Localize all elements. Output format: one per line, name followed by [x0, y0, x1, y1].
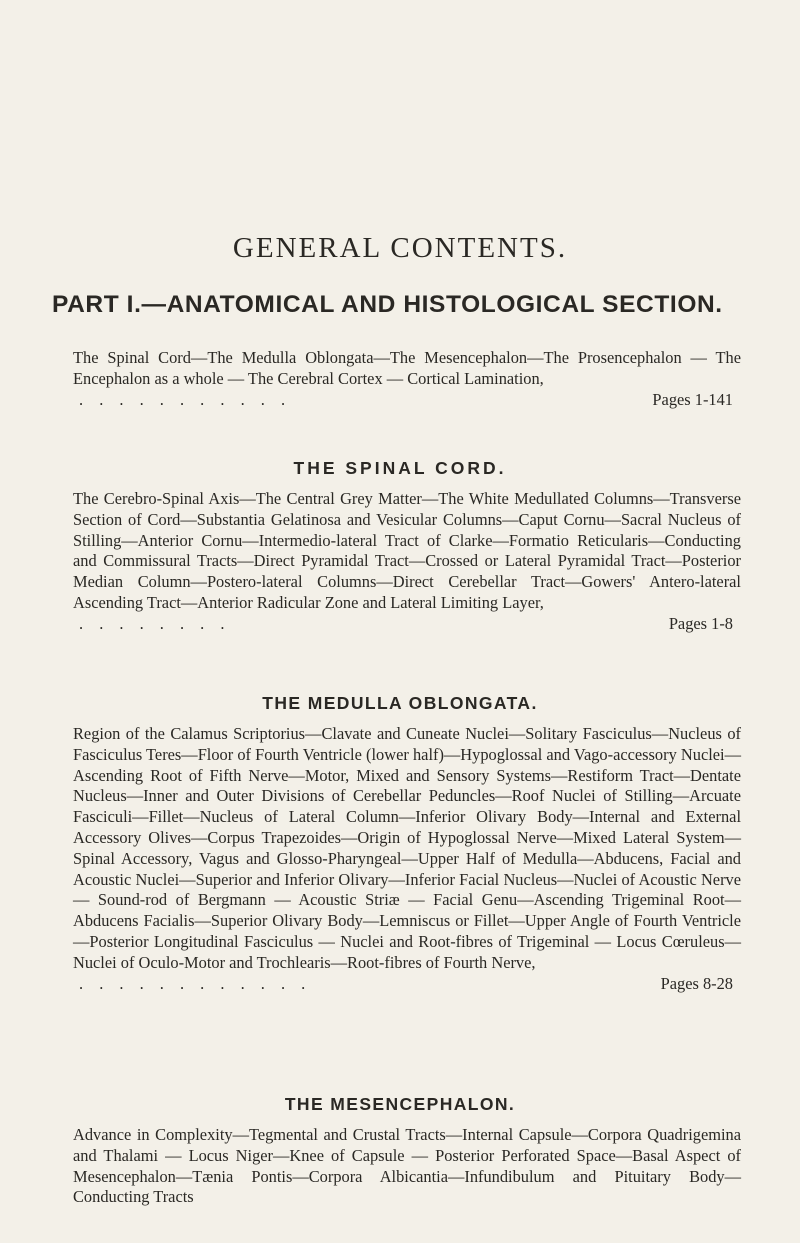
page-title: GENERAL CONTENTS.: [232, 232, 568, 264]
section-text: Region of the Calamus Scriptorius—Clavate and Cuneate Nuclei—Solitary Fasciculus—Nucleus of Fasciculus Teres—Floor of Fourth Ventricle (lower half)—Hypoglossal and Vago-accessory Nuclei—Ascending Root of Fifth Nerve—Motor, Mixed and Sensory Systems—Restiform Tract—Dentate Nucleus—Inner and Outer Divisions of Cerebellar Peduncles—Roof Nuclei of Stilling—Arcuate Fasciculi—Fillet—Nucleus of Lateral Column—Inferior Olivary Body—Internal and External Accessory Olives—Corpus Trapezoides—Origin of Hypoglossal Nerve—Mixed Lateral System—Spinal Accessory, Vagus and Glosso-Pharyngeal—Upper Half of Medulla—Abducens, Facial and Acoustic Nuclei—Superior and Inferior Olivary—Inferior Facial Nucleus—Nuclei of Acoustic Nerve — Sound-rod of Bergmann — Acoustic Striæ — Facial Genu—Ascending Trigeminal Root—Abducens Facialis—Superior Olivary Body—Lemniscus or Fillet—Upper Angle of Fourth Ventricle—Posterior Longitudinal Fasciculus — Nuclei and Root-fibres of Trigeminal — Locus Cœruleus—Nuclei of Oculo-Motor and Trochlearis—Root-fibres of Fourth Nerve,: [73, 724, 741, 972]
part-intro-text: The Spinal Cord—The Medulla Oblongata—The Mesencephalon—The Prosencephalon — The Encephalon as a whole — The Cerebral Cortex — Cortical Lamination,: [73, 348, 741, 388]
section-pages-line: [73, 614, 741, 635]
page-range: Pages 1-8: [668, 613, 733, 633]
section-pages-line: [73, 974, 741, 995]
part-intro-paragraph: [73, 348, 741, 410]
section-paragraph-mesencephalon: [73, 1125, 741, 1208]
section-paragraph-medulla-oblongata: [73, 724, 741, 994]
leader-dots: . . . . . . . . . . . .: [79, 973, 312, 993]
part-title: PART I.—ANATOMICAL AND HISTOLOGICAL SECTION.: [52, 291, 723, 318]
leader-dots: . . . . . . . . . . .: [79, 389, 292, 409]
section-heading-medulla-oblongata: THE MEDULLA OBLONGATA.: [262, 693, 538, 713]
part-intro-pages-line: [73, 390, 741, 411]
section-heading-mesencephalon: THE MESENCEPHALON.: [284, 1094, 516, 1114]
page-range: Pages 1-141: [652, 389, 733, 409]
leader-dots: . . . . . . . .: [79, 613, 231, 633]
section-heading-spinal-cord: THE SPINAL CORD.: [293, 458, 507, 478]
section-text: Advance in Complexity—Tegmental and Crustal Tracts—Internal Capsule—Corpora Quadrigemina and Thalami — Locus Niger—Knee of Capsule — Posterior Perforated Space—Basal Aspect of Mesencephalon—Tænia Pontis—Corpora Albicantia—Infundibulum and Pituitary Body—Conducting Tracts: [73, 1125, 741, 1207]
section-paragraph-spinal-cord: [73, 489, 741, 635]
section-text: The Cerebro-Spinal Axis—The Central Grey Matter—The White Medullated Columns—Transverse Section of Cord—Substantia Gelatinosa and Vesicular Columns—Caput Cornu—Sacral Nucleus of Stilling—Anterior Cornu—Intermedio-lateral Tract of Clarke—Formatio Reticularis—Conducting and Commissural Tracts—Direct Pyramidal Tract—Crossed or Lateral Pyramidal Tract—Posterior Median Column—Postero-lateral Columns—Direct Cerebellar Tract—Gowers' Antero-lateral Ascending Tract—Anterior Radicular Zone and Lateral Limiting Layer,: [73, 489, 741, 612]
page-range: Pages 8-28: [660, 973, 733, 993]
